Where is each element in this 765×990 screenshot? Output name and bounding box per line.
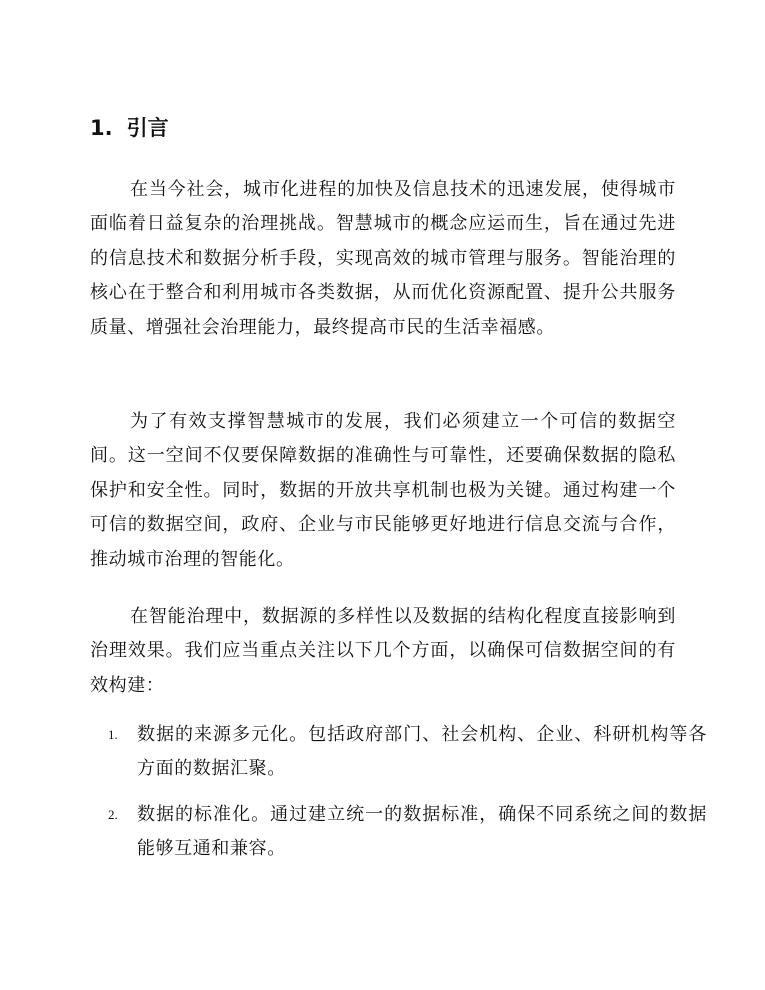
section-heading bbox=[90, 112, 169, 144]
paragraph-key-aspects: 在智能治理中，数据源的多样性以及数据的结构化程度直接影响到治理效果。我们应当重点关注以下几个方面，以确保可信数据空间的有效构建： bbox=[90, 606, 676, 696]
section-number: 1. bbox=[90, 116, 113, 140]
list-item-number: 2. bbox=[108, 807, 118, 822]
list-item-text: 数据的标准化。通过建立统一的数据标准，确保不同系统之间的数据能够互通和兼容。 bbox=[137, 804, 707, 860]
list-item bbox=[108, 798, 707, 867]
list-item bbox=[108, 718, 707, 787]
list-item-number: 1. bbox=[108, 727, 118, 742]
section-title: 引言 bbox=[126, 116, 169, 140]
list-item-text: 数据的来源多元化。包括政府部门、社会机构、企业、科研机构等各方面的数据汇聚。 bbox=[137, 724, 707, 780]
paragraph-intro: 在当今社会，城市化进程的加快及信息技术的迅速发展，使得城市面临着日益复杂的治理挑战。智慧城市的概念应运而生，旨在通过先进的信息技术和数据分析手段，实现高效的城市管理与服务。智能治理的核心在于整合和利用城市各类数据，从而优化资源配置、提升公共服务质量、增强社会治理能力，最终提高市民的生活幸福感。 bbox=[90, 179, 676, 338]
paragraph-trusted-data-space: 为了有效支撑智慧城市的发展，我们必须建立一个可信的数据空间。这一空间不仅要保障数据的准确性与可靠性，还要确保数据的隐私保护和安全性。同时，数据的开放共享机制也极为关键。通过构建一个可信的数据空间，政府、企业与市民能够更好地进行信息交流与合作，推动城市治理的智能化。 bbox=[90, 411, 676, 570]
